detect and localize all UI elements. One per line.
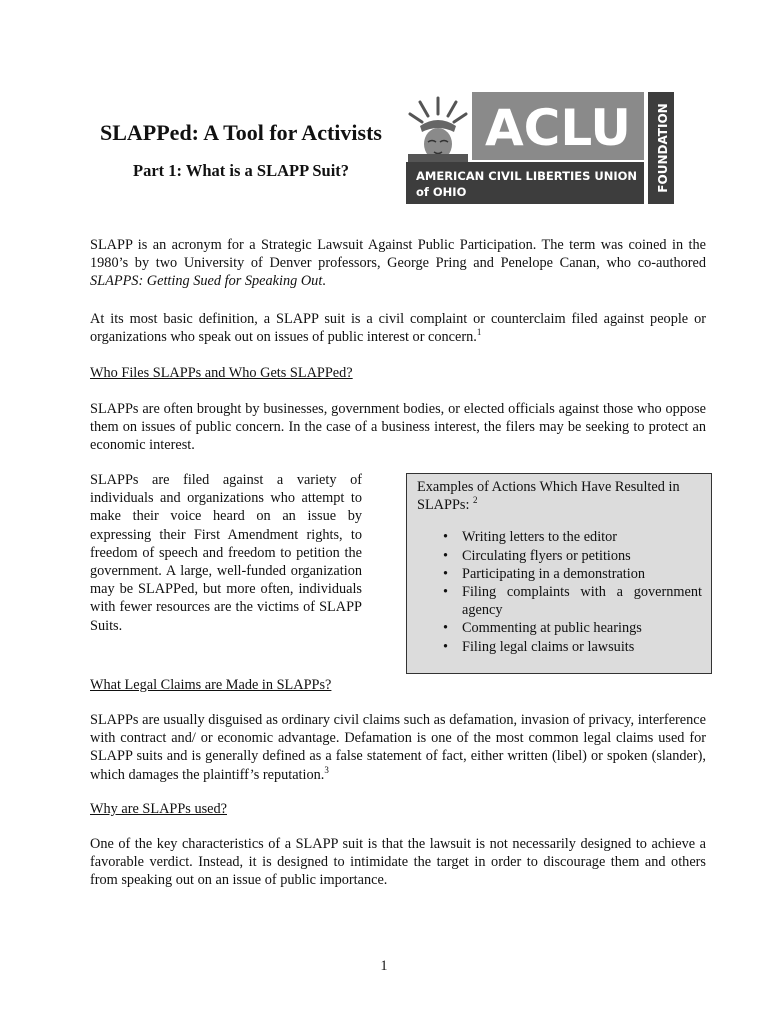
section-heading-why-used: Why are SLAPPs used? [90, 801, 227, 817]
aclu-org-line1: AMERICAN CIVIL LIBERTIES UNION [416, 169, 638, 183]
intro-paragraph-2: At its most basic definition, a SLAPP suit is a civil complaint or counterclaim filed against people or organizations who speak out on issues of public interest or concern.$^1$ [90, 311, 706, 346]
document-subtitle: Part 1: What is a SLAPP Suit? [133, 161, 350, 180]
aclu-wordmark: ACLU [484, 99, 632, 157]
aclu-logo-graphic [406, 92, 674, 204]
list-item: • Circulating flyers or petitions [417, 547, 702, 565]
section-heading-who-files: Who Files SLAPPs and Who Gets SLAPPed? [90, 365, 353, 381]
intro-paragraph-1: SLAPP is an acronym for a Strategic Lawsuit Against Public Participation. The term was coined in the 1980’s by two University of Denver professors, George Pring and Penelope Canan, who co-authored SLAPPS: Getting Sued for Speaking Out. [90, 237, 706, 290]
aclu-org-line2: of OHIO [416, 185, 467, 199]
footnote-ref-1: 1 [476, 327, 482, 338]
section1-paragraph-1: SLAPPs are often brought by businesses, government bodies, or elected officials against those who oppose them on issues of public concern. In the case of a business interest, the filers may be seeking to protect an economic interest. [90, 401, 706, 454]
foundation-label: FOUNDATION [656, 103, 670, 193]
list-item: • Filing complaints with a government agency [417, 583, 702, 619]
page-number: 1 [380, 958, 388, 974]
book-title: SLAPPS: Getting Sued for Speaking Out [90, 273, 323, 290]
examples-list [417, 528, 702, 655]
list-item: • Writing letters to the editor [417, 528, 702, 546]
section3-paragraph-1: One of the key characteristics of a SLAPP suit is that the lawsuit is not necessarily designed to achieve a favorable verdict. Instead, it is designed to intimidate the target in order to discourage them and others from speaking out on an issue of public importance. [90, 836, 706, 889]
list-item: • Participating in a demonstration [417, 565, 702, 583]
document-title: SLAPPed: A Tool for Activists [100, 120, 382, 145]
section-heading-legal-claims: What Legal Claims are Made in SLAPPs? [90, 677, 332, 693]
section2-paragraph-1: SLAPPs are usually disguised as ordinary civil claims such as defamation, invasion of privacy, interference with contract and/ or economic advantage. Defamation is one of the most common legal claims used for SLAPP suits and is generally defined as a false statement of fact, either written (libel) or spoken (slander), which damages the plaintiff’s reputation.$^3$ [90, 712, 706, 783]
section1-paragraph-2: SLAPPs are filed against a variety of individuals and organizations who attempt to make their voice heard on an issue by expressing their First Amendment rights, to freedom of speech and freedom to petition the government. A large, well-funded organization may be SLAPPed, but more often, individuals with fewer resources are the victims of SLAPP Suits. [90, 472, 362, 634]
aclu-logo [406, 92, 674, 204]
footnote-ref-3: 3 [324, 764, 329, 775]
list-item: • Commenting at public hearings [417, 619, 702, 637]
examples-sidebar [406, 473, 712, 674]
sidebar-title: Examples of Actions Which Have Resulted in SLAPPs: $^2$ [417, 479, 680, 514]
footnote-ref-2: 2 [473, 495, 478, 506]
list-item: • Filing legal claims or lawsuits [417, 638, 702, 656]
